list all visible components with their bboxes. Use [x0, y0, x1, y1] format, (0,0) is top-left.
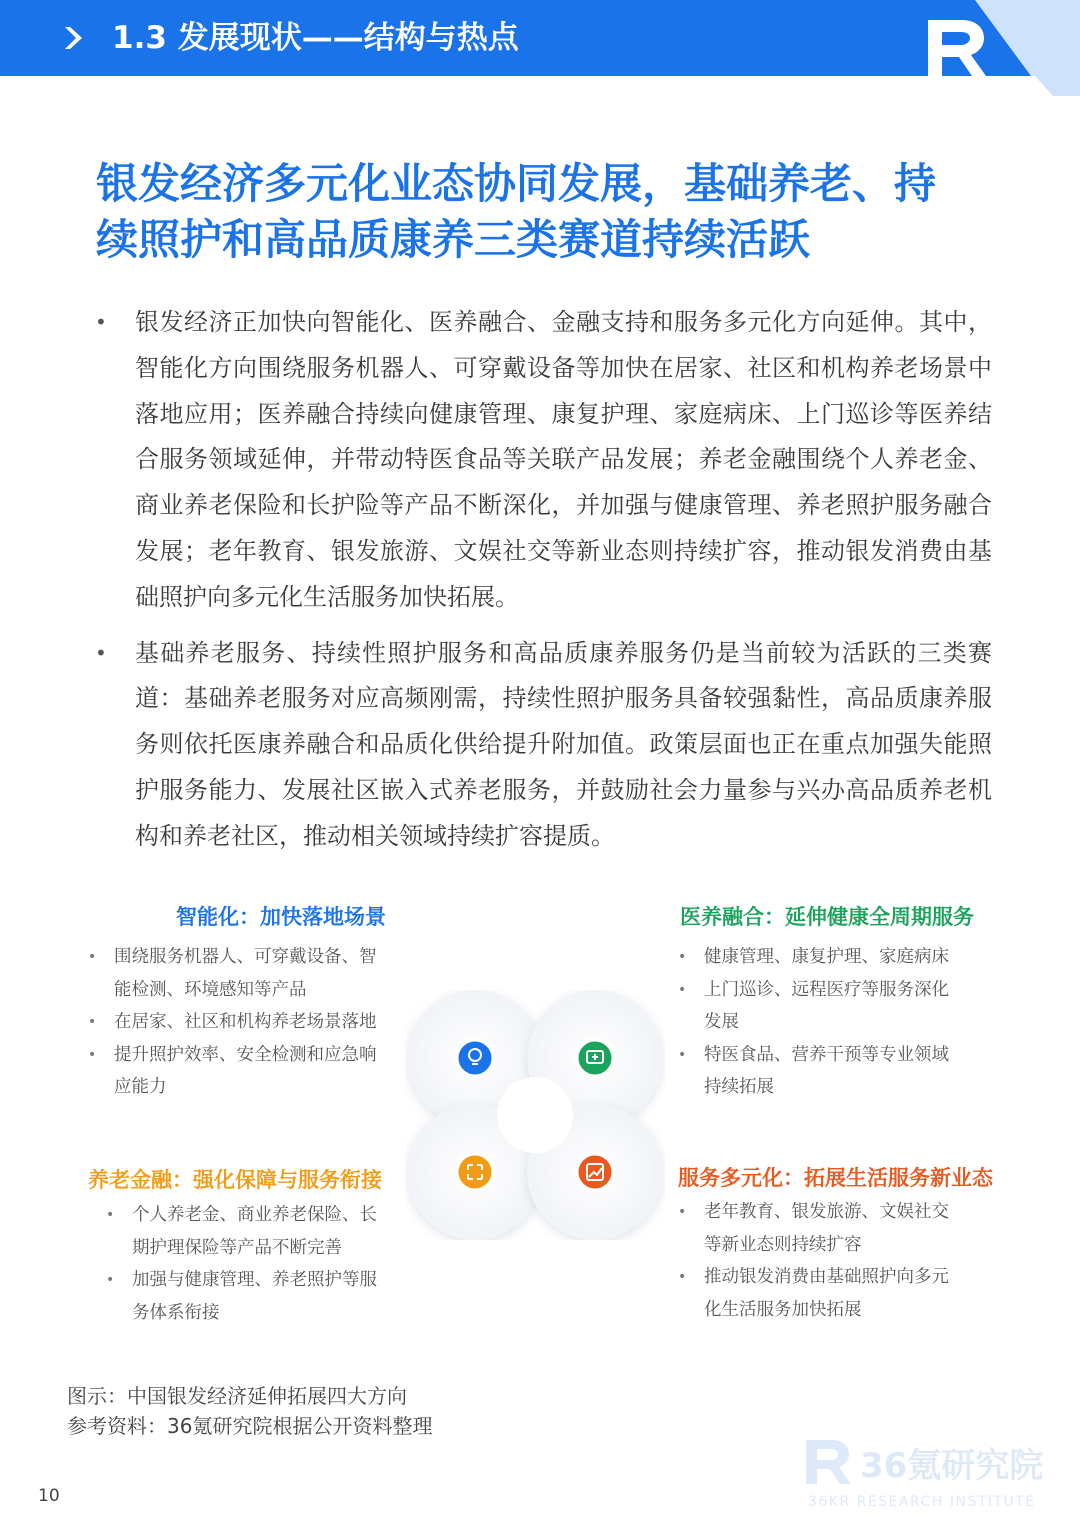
list-item-line: 围绕服务机器人、可穿戴设备、智: [114, 947, 377, 967]
36kr-watermark-logo: [806, 1432, 1056, 1512]
section-header-band: [0, 0, 1080, 76]
main-heading-line-1: 银发经济多元化业态协同发展，基础养老、持: [96, 159, 937, 208]
body-paragraph: 基础养老服务、持续性照护服务和高品质康养服务仍是当前较为活跃的三类赛道：基础养老服务对应高频刚需，持续性照护服务具备较强黏性，高品质康养服务则依托医康养融合和品质化供给提升附加值。政策层面也正在重点加强失能照护服务能力、发展社区嵌入式养老服务，并鼓励社会力量参与兴办高品质养老机构和养老社区，推动相关领域持续扩容提质。: [135, 638, 992, 850]
list-item-line: 等新业态则持续扩容: [704, 1234, 862, 1255]
list-item-line: 务体系衔接: [132, 1302, 220, 1323]
watermark-name: 36氪研究院: [860, 1446, 1044, 1486]
body-paragraph: 银发经济正加快向智能化、医养融合、金融支持和服务多元化方向延伸。其中，智能化方向围绕服务机器人、可穿戴设备等加快在居家、社区和机构养老场景中落地应用；医养融合持续向健康管理、康复护理、家庭病床、上门巡诊等医养结合服务领域延伸，并带动特医食品等关联产品发展；养老金融围绕个人养老金、商业养老保险和长护险等产品不断深化，并加强与健康管理、养老照护服务融合发展；老年教育、银发旅游、文娱社交等新业态则持续扩容，推动银发消费由基础照护向多元化生活服务加快拓展。: [135, 308, 992, 611]
header-shadow-strip: [0, 76, 1080, 96]
quadrant-list-smart: [88, 941, 408, 1104]
list-item: [106, 1264, 406, 1329]
bullet-dot-icon: •: [88, 1046, 97, 1063]
quadrant-title-services: 服务多元化：拓展生活服务新业态: [678, 1166, 993, 1190]
list-item-line: 发展: [704, 1012, 739, 1032]
watermark-english: 36KR RESEARCH INSTITUTE: [808, 1494, 1036, 1510]
body-bullet-item: [92, 631, 992, 860]
bullet-dot-icon: •: [678, 1046, 687, 1063]
growth-chart-icon: [577, 1154, 613, 1190]
list-item-line: 化生活服务加快拓展: [704, 1299, 862, 1320]
bullet-dot-icon: •: [678, 1204, 687, 1220]
list-item: [88, 1039, 408, 1104]
list-item-line: 个人养老金、商业养老保险、长: [132, 1205, 377, 1225]
list-item: [678, 941, 998, 974]
list-item: [88, 941, 408, 1006]
list-item-line: 持续拓展: [704, 1077, 774, 1097]
list-item-line: 应能力: [114, 1077, 167, 1097]
quadrant-list-services: [678, 1196, 998, 1326]
list-item-line: 特医食品、营养干预等专业领域: [704, 1044, 949, 1065]
list-item-line: 能检测、环境感知等产品: [114, 979, 307, 1000]
bullet-dot-icon: •: [106, 1272, 115, 1288]
expand-arrows-icon: [457, 1154, 493, 1190]
list-item-line: 在居家、社区和机构养老场景落地: [114, 1012, 377, 1032]
quadrant-title-finance: 养老金融：强化保障与服务衔接: [88, 1168, 382, 1192]
bullet-dot-icon: •: [88, 949, 97, 965]
bullet-dot-icon: •: [95, 640, 107, 665]
quadrant-list-medical: [678, 941, 998, 1104]
source-note: 参考资料：36氪研究院根据公开资料整理: [67, 1414, 433, 1438]
quadrant-list-finance: [106, 1199, 406, 1329]
header-accent-tail: [1035, 76, 1080, 96]
36kr-r-logo-icon: [928, 20, 990, 76]
quadrant-title-medical: 医养融合：延伸健康全周期服务: [680, 905, 974, 929]
body-bullet-item: [92, 300, 992, 621]
bullet-dot-icon: •: [678, 1269, 687, 1285]
list-item-line: 上门巡诊、远程医疗等服务深化: [704, 979, 949, 1000]
bullet-dot-icon: •: [95, 310, 107, 334]
list-item-line: 推动银发消费由基础照护向多元: [704, 1267, 949, 1287]
list-item-line: 提升照护效率、安全检测和应急响: [114, 1044, 377, 1065]
lightbulb-icon: [457, 1040, 493, 1076]
ring-petals: [407, 990, 663, 1240]
main-heading-line-2: 续照护和高品质康养三类赛道持续活跃: [96, 215, 811, 264]
four-direction-ring: [405, 990, 665, 1240]
ring-center: [497, 1077, 573, 1153]
list-item: [88, 1006, 408, 1039]
list-item: [678, 1039, 998, 1104]
chevron-right-icon: [62, 24, 86, 52]
bullet-dot-icon: •: [106, 1207, 115, 1223]
bullet-dot-icon: •: [678, 949, 687, 965]
figure-caption: 图示：中国银发经济延伸拓展四大方向: [67, 1384, 407, 1408]
list-item-line: 健康管理、康复护理、家庭病床: [704, 947, 949, 967]
list-item: [678, 1261, 998, 1326]
bullet-dot-icon: •: [88, 1014, 97, 1030]
list-item-line: 老年教育、银发旅游、文娱社交: [704, 1202, 949, 1222]
list-item: [678, 1196, 998, 1261]
bullet-dot-icon: •: [678, 981, 687, 998]
list-item-line: 加强与健康管理、养老照护等服: [132, 1270, 377, 1290]
quadrant-title-smart: 智能化：加快落地场景: [176, 905, 386, 929]
list-item: [106, 1199, 406, 1264]
list-item: [678, 974, 998, 1039]
medical-screen-icon: [577, 1040, 613, 1076]
section-title: 1.3 发展现状——结构与热点: [112, 20, 519, 56]
main-heading: [96, 156, 996, 268]
list-item-line: 期护理保险等产品不断完善: [132, 1237, 342, 1258]
page-number: 10: [38, 1486, 60, 1506]
body-bullet-list: [92, 300, 992, 870]
watermark-r-icon: [806, 1440, 851, 1484]
